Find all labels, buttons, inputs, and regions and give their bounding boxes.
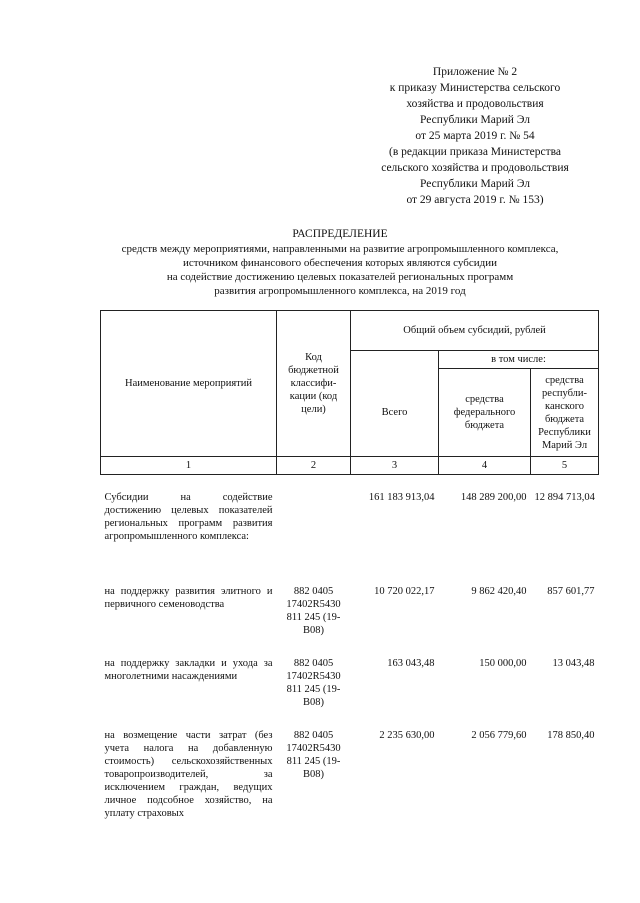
row-total: 2 235 630,00 (379, 730, 435, 741)
table-row (101, 489, 599, 583)
row-regional: 178 850,40 (547, 730, 595, 741)
table-row (101, 583, 599, 655)
row-federal: 2 056 779,60 (471, 730, 527, 741)
header-line: Приложение № 2 (432, 66, 518, 78)
row-code: 882 0405 17402R5430 811 245 (19-В08) (286, 658, 341, 708)
header-line: от 29 августа 2019 г. № 153) (406, 194, 544, 206)
row-code: 882 0405 17402R5430 811 245 (19-В08) (286, 730, 341, 780)
col-header-all-spacer (351, 351, 439, 369)
row-name: Субсидии на содействие достижению целевых показателей региональных программ развития агропромышленного комплекса: (104, 492, 273, 542)
table-row (101, 727, 599, 822)
row-regional: 13 043,48 (552, 658, 595, 669)
row-code (277, 489, 351, 583)
header-line: сельского хозяйства и продовольствия (381, 162, 569, 174)
col-header-all: Всего (351, 369, 439, 457)
row-name: на поддержку закладки и ухода за многолетними насаждениями (104, 658, 273, 682)
row-name: на поддержку развития элитного и первичного семеноводства (104, 586, 273, 610)
title-line: на содействие достижению целевых показателей региональных программ (166, 271, 514, 283)
row-federal: 150 000,00 (479, 658, 527, 669)
col-header-total-group: Общий объем субсидий, рублей (351, 311, 599, 351)
col-header-incl: в том числе: (439, 351, 599, 369)
row-federal: 148 289 200,00 (460, 492, 527, 503)
row-total: 10 720 022,17 (374, 586, 435, 597)
col-number: 5 (531, 457, 599, 475)
header-line: хозяйства и продовольствия (406, 98, 544, 110)
table-row (101, 655, 599, 727)
col-number: 1 (101, 457, 277, 475)
row-code: 882 0405 17402R5430 811 245 (19-В08) (286, 586, 341, 636)
col-header-code: Код бюджетной классифи-кации (код цели) (277, 311, 351, 457)
header-line: к приказу Министерства сельского (389, 82, 561, 94)
title-line: средств между мероприятиями, направленными на развитие агропромышленного комплекса, (121, 243, 559, 255)
row-federal: 9 862 420,40 (471, 586, 527, 597)
row-total: 161 183 913,04 (368, 492, 435, 503)
header-line: (в редакции приказа Министерства (388, 146, 561, 158)
row-regional: 857 601,77 (547, 586, 595, 597)
col-header-federal: средства федерального бюджета (439, 369, 531, 457)
distribution-table (100, 310, 599, 822)
row-name: на возмещение части затрат (без учета налога на добавленную стоимость) сельскохозяйственных товаропроизводителей, за исключением граждан, ведущих личное подсобное хозяйство, на уплату страховых (104, 730, 273, 819)
col-header-regional: средства республи-канского бюджета Республики Марий Эл (531, 369, 599, 457)
header-line: от 25 марта 2019 г. № 54 (415, 130, 535, 142)
title-line: развития агропромышленного комплекса, на 2019 год (214, 285, 466, 297)
col-number: 3 (351, 457, 439, 475)
row-total: 163 043,48 (387, 658, 435, 669)
document-title (60, 227, 620, 298)
appendix-header (360, 64, 590, 208)
title-heading: РАСПРЕДЕЛЕНИЕ (292, 228, 388, 240)
col-number: 2 (277, 457, 351, 475)
header-line: Республики Марий Эл (419, 178, 530, 190)
header-line: Республики Марий Эл (419, 114, 530, 126)
col-number: 4 (439, 457, 531, 475)
col-header-name: Наименование мероприятий (101, 311, 277, 457)
title-line: источником финансового обеспечения которых являются субсидии (182, 257, 497, 269)
row-regional: 12 894 713,04 (534, 492, 595, 503)
